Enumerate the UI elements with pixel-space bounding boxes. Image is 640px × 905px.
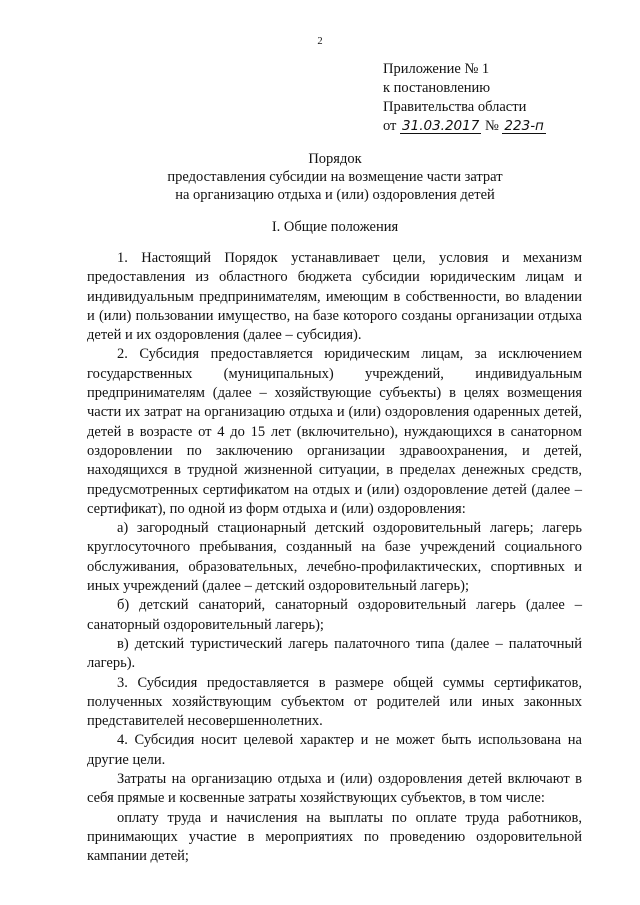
paragraph: 1. Настоящий Порядок устанавливает цели, условия и механизм предоставления из областного бюджета субсидии юридическим лицам и индивидуальным предпринимателям, имеющим в собственности, во владении и (или) пользовании имущество, на базе которого созданы организации отдыха детей и их оздоровления (далее – субсидия). bbox=[87, 250, 582, 344]
section-heading: I. Общие положения bbox=[271, 219, 399, 235]
paragraph: Затраты на организацию отдыха и (или) оздоровления детей включают в себя прямые и косвенные затраты хозяйствующих субъектов, в том числе: bbox=[87, 771, 582, 807]
number-sign: № bbox=[484, 118, 499, 134]
appendix-line-1: Приложение № 1 bbox=[383, 61, 490, 77]
appendix-line-2: к постановлению bbox=[383, 80, 491, 96]
body-text bbox=[87, 249, 582, 867]
title-line-1: Порядок bbox=[308, 151, 362, 167]
title-line-2: предоставления субсидии на возмещение части затрат bbox=[167, 169, 503, 185]
date-prefix: от bbox=[383, 118, 397, 134]
paragraph: б) детский санаторий, санаторный оздоровительный лагерь (далее – санаторный оздоровительный лагерь); bbox=[87, 597, 582, 633]
page-number: 2 bbox=[317, 36, 323, 47]
appendix-block bbox=[383, 60, 623, 136]
handwritten-number: 223-п bbox=[504, 118, 544, 134]
document-title bbox=[75, 150, 595, 204]
paragraph: в) детский туристический лагерь палаточного типа (далее – палаточный лагерь). bbox=[87, 635, 582, 672]
paragraph: 3. Субсидия предоставляется в размере общей суммы сертификатов, полученных хозяйствующим субъектом от родителей или иных законных представителей несовершеннолетних. bbox=[87, 674, 582, 730]
paragraph: а) загородный стационарный детский оздоровительный лагерь; лагерь круглосуточного пребывания, созданный на базе учреждений социального обслуживания, образовательных, лечебно-профилактических, спортивных и иных учреждений (далее – детский оздоровительный лагерь); bbox=[87, 520, 582, 595]
paragraph: 2. Субсидия предоставляется юридическим лицам, за исключением государственных (муниципальных) учреждений, индивидуальным предпринимателям (далее – хозяйствующие субъекты) в целях возмещения части их затрат на организацию отдыха и (или) оздоровления одаренных детей, детей в возрасте от 4 до 15 лет (включительно), нуждающихся в санаторном оздоровлении по заключению организации здравоохранения, и детей, находящихся в трудной жизненной ситуации, в пределах денежных средств, предусмотренных сертификатом на отдых и (или) оздоровление детей (далее – сертификат), по одной из форм отдыха и (или) оздоровления: bbox=[87, 346, 582, 517]
appendix-date-line bbox=[383, 117, 623, 136]
paragraph: оплату труда и начисления на выплаты по оплате труда работников, принимающих участие в мероприятиях по проведению оздоровительной кампании детей; bbox=[87, 809, 582, 865]
handwritten-date: 31.03.2017 bbox=[402, 118, 480, 134]
appendix-line-3: Правительства области bbox=[383, 99, 527, 115]
title-line-3: на организацию отдыха и (или) оздоровления детей bbox=[175, 187, 495, 203]
paragraph: 4. Субсидия носит целевой характер и не может быть использована на другие цели. bbox=[87, 732, 582, 768]
